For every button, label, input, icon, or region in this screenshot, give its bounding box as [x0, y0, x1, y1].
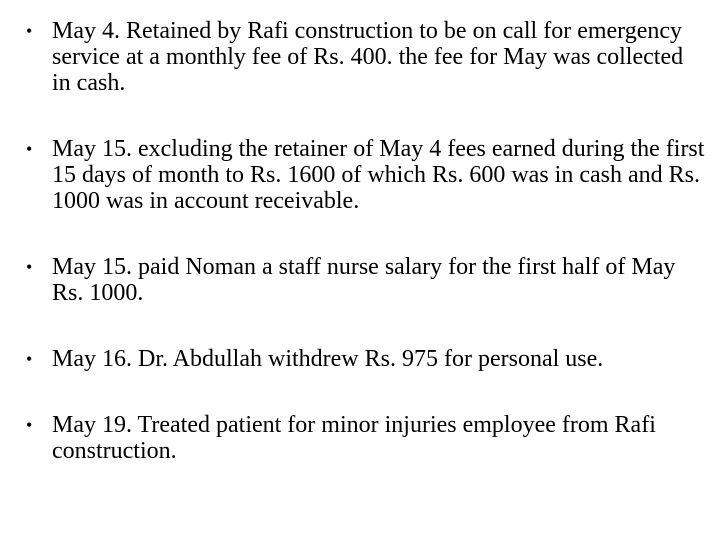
- bullet-icon: •: [26, 257, 33, 277]
- bullet-item-may-16: [26, 346, 706, 372]
- bullet-icon: •: [26, 349, 33, 369]
- bullet-icon: •: [26, 139, 33, 159]
- bullet-item-may-15-fees: [26, 136, 706, 214]
- bullet-icon: •: [26, 415, 33, 435]
- bullet-text: May 15. excluding the retainer of May 4 fees earned during the first 15 days of month to Rs. 1600 of which Rs. 600 was in cash and Rs. 1000 was in account receivable.: [52, 136, 705, 214]
- bullet-item-may-4: [26, 18, 706, 96]
- bullet-text: May 19. Treated patient for minor injuries employee from Rafi construction.: [52, 412, 656, 464]
- bullet-item-may-19: [26, 412, 706, 464]
- bullet-text: May 16. Dr. Abdullah withdrew Rs. 975 for personal use.: [52, 346, 604, 372]
- bullet-item-may-15-salary: [26, 254, 706, 306]
- bullet-text: May 15. paid Noman a staff nurse salary for the first half of May Rs. 1000.: [52, 254, 676, 306]
- bullet-icon: •: [26, 21, 33, 41]
- bullet-text: May 4. Retained by Rafi construction to be on call for emergency service at a monthly fee of Rs. 400. the fee for May was collected in cash.: [52, 18, 684, 96]
- bullet-list: [26, 18, 706, 464]
